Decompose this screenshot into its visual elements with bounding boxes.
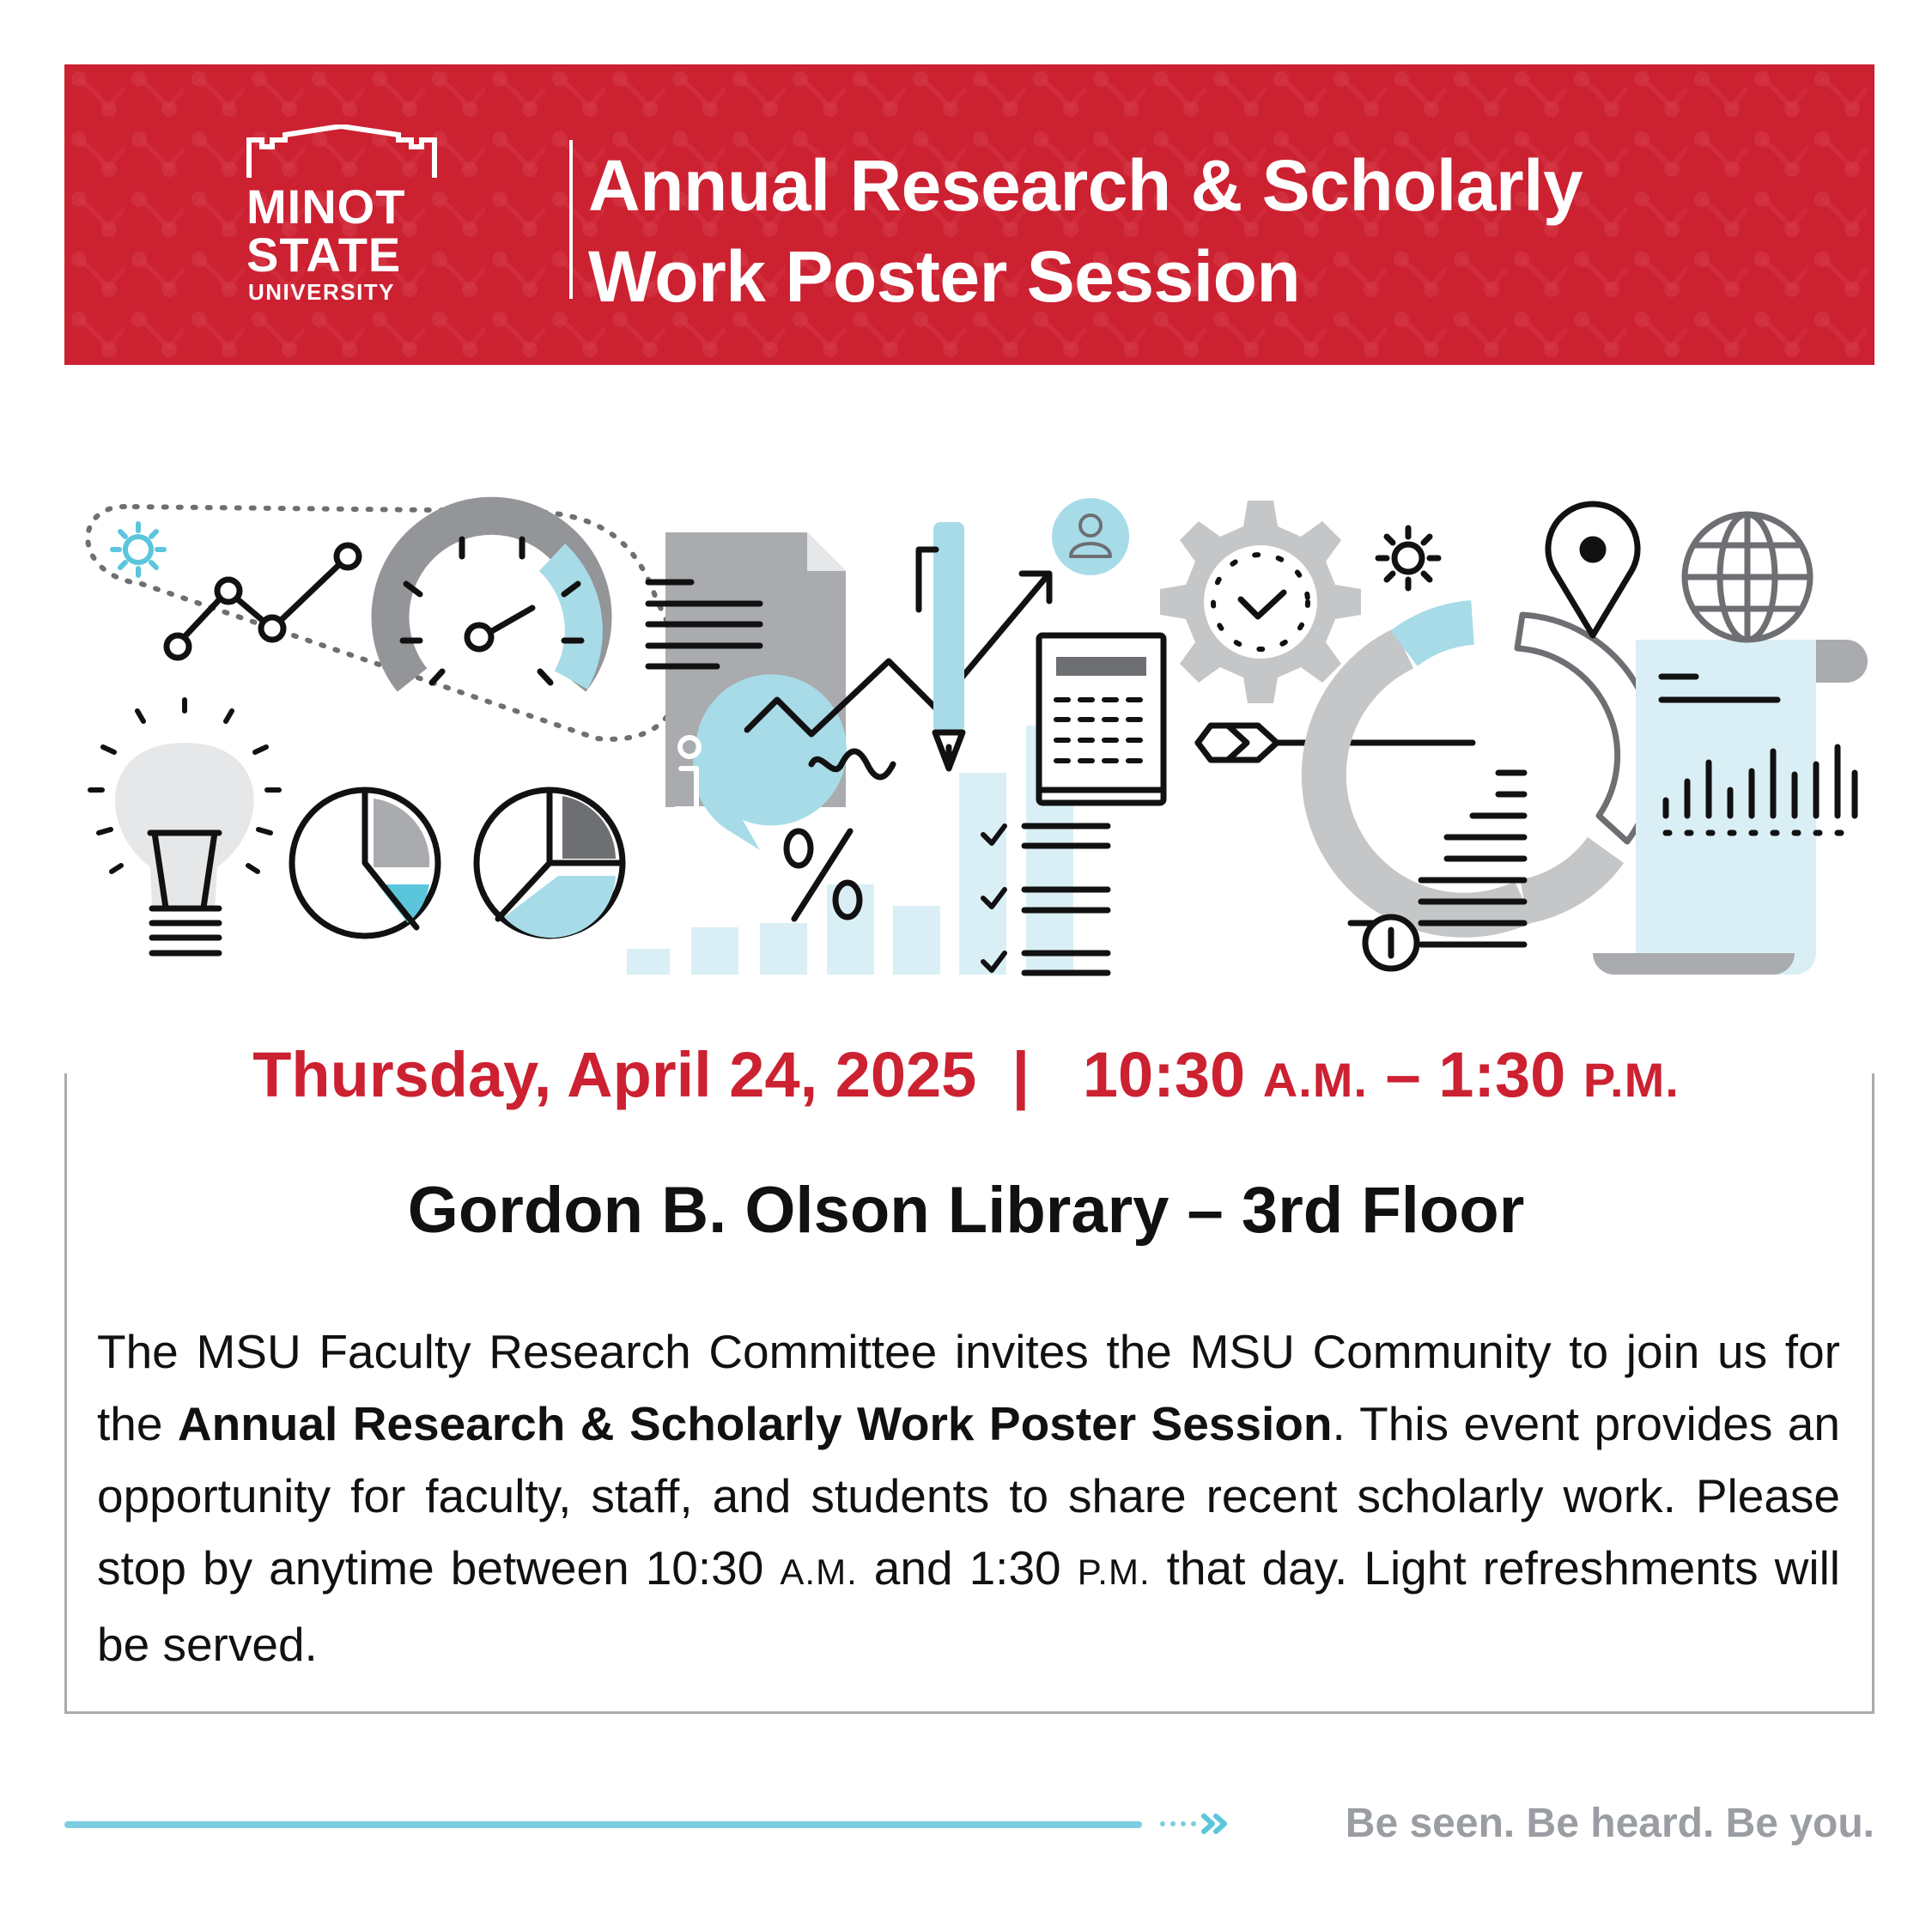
event-end-time: 1:30 bbox=[1438, 1039, 1566, 1110]
description-text-4: that day. Light refreshments will be served. bbox=[97, 1541, 1841, 1671]
footer-tagline: Be seen. Be heard. Be you. bbox=[1345, 1801, 1874, 1846]
pie-chart-icon bbox=[292, 790, 438, 936]
pen-icon bbox=[919, 522, 964, 769]
location-pin-icon bbox=[1548, 504, 1637, 635]
header-banner bbox=[64, 64, 1874, 365]
footer-rule bbox=[64, 1821, 1142, 1828]
bug-icon bbox=[1378, 528, 1438, 588]
gauge-icon bbox=[391, 516, 593, 683]
description-text-3: and 1:30 bbox=[857, 1541, 1078, 1595]
globe-icon bbox=[1685, 514, 1810, 640]
event-date: Thursday, April 24, 2025 bbox=[252, 1039, 977, 1110]
event-datetime bbox=[0, 1039, 1932, 1110]
datetime-separator: | bbox=[1012, 1039, 1030, 1110]
event-venue: Gordon B. Olson Library – 3rd Floor bbox=[407, 1174, 1525, 1247]
chevron-right-icon bbox=[1159, 1814, 1245, 1834]
logo-divider bbox=[569, 140, 573, 299]
page-title bbox=[588, 140, 1583, 322]
logo-word-university: UNIVERSITY bbox=[248, 279, 396, 305]
title-line-1: Annual Research & Scholarly bbox=[588, 145, 1583, 226]
sun-icon bbox=[112, 524, 164, 575]
title-line-2: Work Poster Session bbox=[588, 236, 1301, 317]
logo-word-minot: MINOT bbox=[246, 179, 406, 234]
description-pm: P.M. bbox=[1077, 1552, 1151, 1592]
university-logo bbox=[246, 125, 504, 305]
lightbulb-icon bbox=[90, 700, 279, 953]
calculator-icon bbox=[1039, 635, 1163, 803]
donut-chart-icon bbox=[1324, 615, 1656, 915]
castle-icon bbox=[246, 125, 437, 179]
event-end-suffix: P.M. bbox=[1583, 1053, 1680, 1107]
description-text-2: . This event provides an opportunity for faculty, staff, and students to share recent scholarly work. Please stop by anytime between 10:30 bbox=[97, 1397, 1840, 1595]
description-text-1: The MSU Faculty Research Committee invites the MSU Community to join us for the bbox=[97, 1325, 1840, 1450]
logo-word-state: STATE bbox=[246, 228, 402, 282]
gear-clock-icon bbox=[1160, 501, 1361, 703]
description-event-name: Annual Research & Scholarly Work Poster Session bbox=[177, 1397, 1333, 1450]
event-time-dash: – bbox=[1385, 1039, 1421, 1110]
pie-chart-icon bbox=[477, 790, 623, 938]
event-start-time: 10:30 bbox=[1082, 1039, 1246, 1110]
event-start-suffix: A.M. bbox=[1262, 1053, 1368, 1107]
description-am: A.M. bbox=[780, 1552, 858, 1592]
user-icon bbox=[1052, 498, 1129, 575]
research-illustration bbox=[64, 489, 1874, 1005]
event-description bbox=[97, 1315, 1840, 1680]
